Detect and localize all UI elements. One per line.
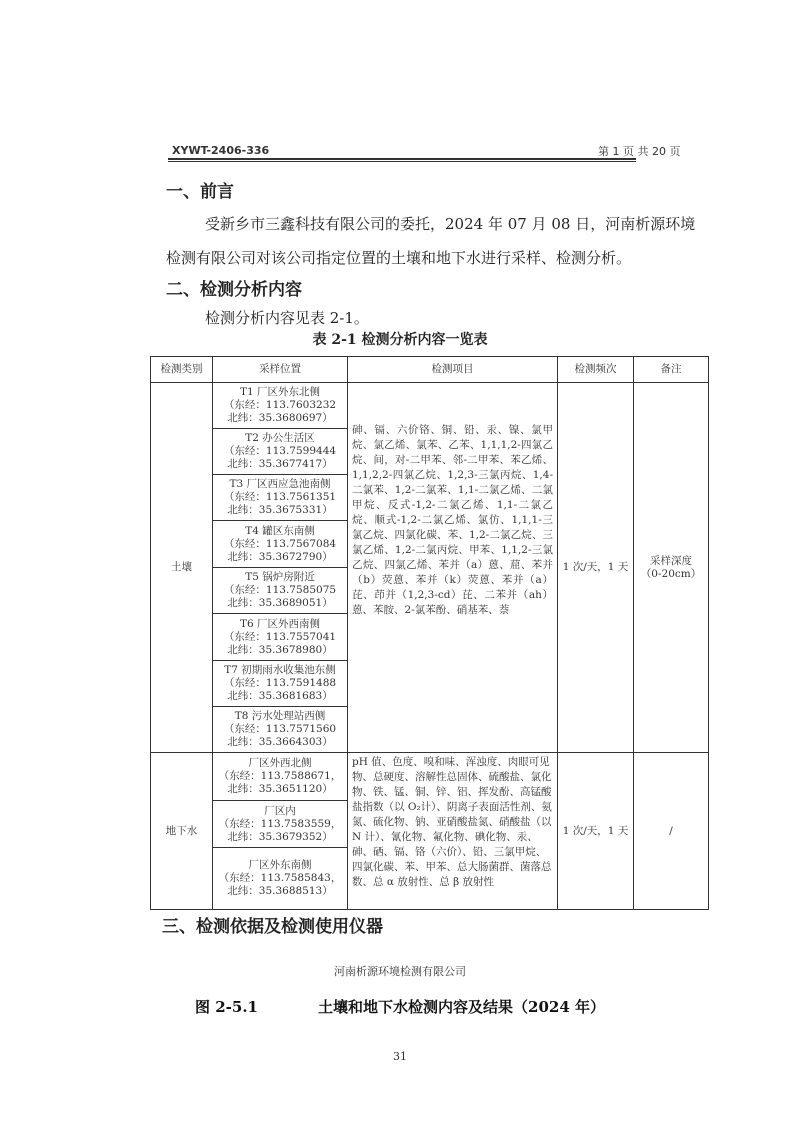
site-longitude: （东经：113.7583559， <box>218 817 342 830</box>
site-latitude: 北纬：35.3664303） <box>227 736 333 748</box>
soil-remark <box>634 383 709 753</box>
header-remark: 备注 <box>634 357 709 383</box>
section-3-title: 三、检测依据及检测使用仪器 <box>162 917 383 937</box>
table-caption: 表 2-1 检测分析内容一览表 <box>312 332 488 348</box>
groundwater-remark: / <box>634 753 709 910</box>
table-row <box>151 753 709 801</box>
site-longitude: （东经：113.7603232 <box>223 399 337 411</box>
site-name: T6 厂区外西南侧 <box>239 617 321 630</box>
soil-site-t6 <box>213 614 348 661</box>
soil-site-t8 <box>213 707 348 753</box>
site-longitude: （东经：113.7591488 <box>223 677 337 689</box>
section-1-title: 一、前言 <box>166 182 234 202</box>
site-longitude: （东经：113.7571560 <box>223 723 337 735</box>
groundwater-site-2 <box>213 801 348 848</box>
site-latitude: 北纬：35.3681683） <box>227 690 333 702</box>
site-name: 厂区内 <box>264 804 296 817</box>
section-1-paragraph-line-1: 受新乡市三鑫科技有限公司的委托，2024 年 07 月 08 日，河南析源环境 <box>205 215 696 233</box>
soil-site-t7 <box>213 661 348 707</box>
groundwater-category-cell: 地下水 <box>151 753 213 910</box>
soil-frequency: 1 次/天，1 天 <box>558 383 634 753</box>
site-longitude: （东经：113.7557041 <box>223 630 337 643</box>
site-name: 厂区外西北侧 <box>248 757 312 769</box>
figure-title: 土壤和地下水检测内容及结果（2024 年） <box>318 998 605 1016</box>
remark-line-1: 采样深度 <box>650 554 692 567</box>
site-latitude: 北纬：35.3672790） <box>227 550 333 563</box>
figure-number: 图 2-5.1 <box>195 998 258 1016</box>
page-number: 31 <box>393 1050 407 1063</box>
site-longitude: （东经：113.7585075 <box>223 584 337 596</box>
site-latitude: 北纬：35.3689051） <box>227 597 333 609</box>
groundwater-test-items: pH 值、色度、嗅和味、浑浊度、肉眼可见物、总硬度、溶解性总固体、硫酸盐、氯化物、铁、锰、铜、锌、铝、挥发酚、高锰酸盐指数（以 O₂计）、阴离子表面活性剂、氨氮、硫化物、钠、亚硝酸盐氮、硝酸盐（以 N 计）、氰化物、氟化物、碘化物、汞、砷、硒、镉、铬（六价）、铅、三氯甲烷、四氯化碳、苯、甲苯、总大肠菌群、菌落总数、总 α 放射性、总 β 放射性 <box>348 753 558 910</box>
table-row <box>151 383 709 429</box>
site-longitude: （东经：113.7588671， <box>218 770 342 782</box>
site-longitude: （东经：113.7567084 <box>223 537 337 550</box>
site-latitude: 北纬：35.3680697） <box>227 412 333 424</box>
remark-line-2: （0-20cm） <box>640 567 702 580</box>
site-longitude: （东经：113.7561351 <box>223 491 337 503</box>
site-latitude: 北纬：35.3678980） <box>227 643 333 656</box>
document-code: XYWT-2406-336 <box>172 144 270 157</box>
section-2-title: 二、检测分析内容 <box>166 280 302 300</box>
header-rule-thin <box>168 161 636 162</box>
header-frequency: 检测频次 <box>558 357 634 383</box>
soil-category-cell: 土壤 <box>151 383 213 753</box>
soil-site-t2 <box>213 429 348 475</box>
header-sampling-location: 采样位置 <box>213 357 348 383</box>
site-longitude: （东经：113.7599444 <box>223 445 337 457</box>
groundwater-site-3 <box>213 848 348 910</box>
page-info: 第 1 页 共 20 页 <box>598 145 681 158</box>
site-latitude: 北纬：35.3675331） <box>227 504 333 516</box>
company-name: 河南析源环境检测有限公司 <box>334 965 466 978</box>
header-rule <box>168 158 636 160</box>
site-latitude: 北纬：35.3679352） <box>227 830 333 843</box>
site-latitude: 北纬：35.3688513） <box>227 885 333 897</box>
header-test-items: 检测项目 <box>348 357 558 383</box>
section-2-paragraph: 检测分析内容见表 2-1。 <box>205 309 369 327</box>
site-name: T4 罐区东南侧 <box>245 524 315 537</box>
groundwater-site-1 <box>213 753 348 801</box>
site-name: 厂区外东南侧 <box>248 859 312 871</box>
site-longitude: （东经：113.7585843， <box>218 872 342 884</box>
soil-test-items <box>348 383 558 753</box>
site-name: T5 锅炉房附近 <box>245 571 315 583</box>
table-header-row <box>151 357 709 383</box>
groundwater-frequency: 1 次/天，1 天 <box>558 753 634 910</box>
site-name: T3 厂区西应急池南侧 <box>229 478 331 490</box>
section-1-paragraph-line-2: 检测有限公司对该公司指定位置的土壤和地下水进行采样、检测分析。 <box>166 249 632 267</box>
soil-site-t3 <box>213 475 348 521</box>
site-name: T8 污水处理站西侧 <box>234 710 326 722</box>
site-latitude: 北纬：35.3651120） <box>227 783 333 795</box>
site-name: T2 办公生活区 <box>245 432 315 444</box>
figure-caption <box>0 996 800 1017</box>
header-category: 检测类别 <box>151 357 213 383</box>
site-name: T7 初期雨水收集池东侧 <box>224 664 336 676</box>
detection-content-table <box>150 356 709 910</box>
site-latitude: 北纬：35.3677417） <box>227 458 333 470</box>
soil-site-t5 <box>213 568 348 614</box>
site-name: T1 厂区外东北侧 <box>239 386 321 398</box>
soil-site-t1 <box>213 383 348 429</box>
soil-site-t4 <box>213 521 348 568</box>
soil-items-text: 砷、镉、六价铬、铜、铅、汞、镍、氯甲烷、氯乙烯、氯苯、乙苯、1,1,1,2-四氯乙烷、间，对-二甲苯、邻-二甲苯、苯乙烯、1,1,2,2-四氯乙烷、1,2,3-三氯丙烷、1,4-二氯苯、1,2-二氯苯、1,1-二氯乙烯、二氯甲烷、反式-1,2-二氯乙烯、1,1-二氯乙烷、顺式-1,2-二氯乙烯、氯仿、1,1,1-三氯乙烷、四氯化碳、苯、1,2-二氯乙烷、三氯乙烯、1,2-二氯丙烷、甲苯、1,1,2-三氯乙烷、四氯乙烯、苯并（a）蒽、䓛、苯并（b）荧蒽、苯并（k）荧蒽、苯并（a）芘、茚并（1,2,3-cd）芘、二苯并（ah）蒽、苯胺、2-氯苯酚、硝基苯、萘 <box>352 424 553 616</box>
